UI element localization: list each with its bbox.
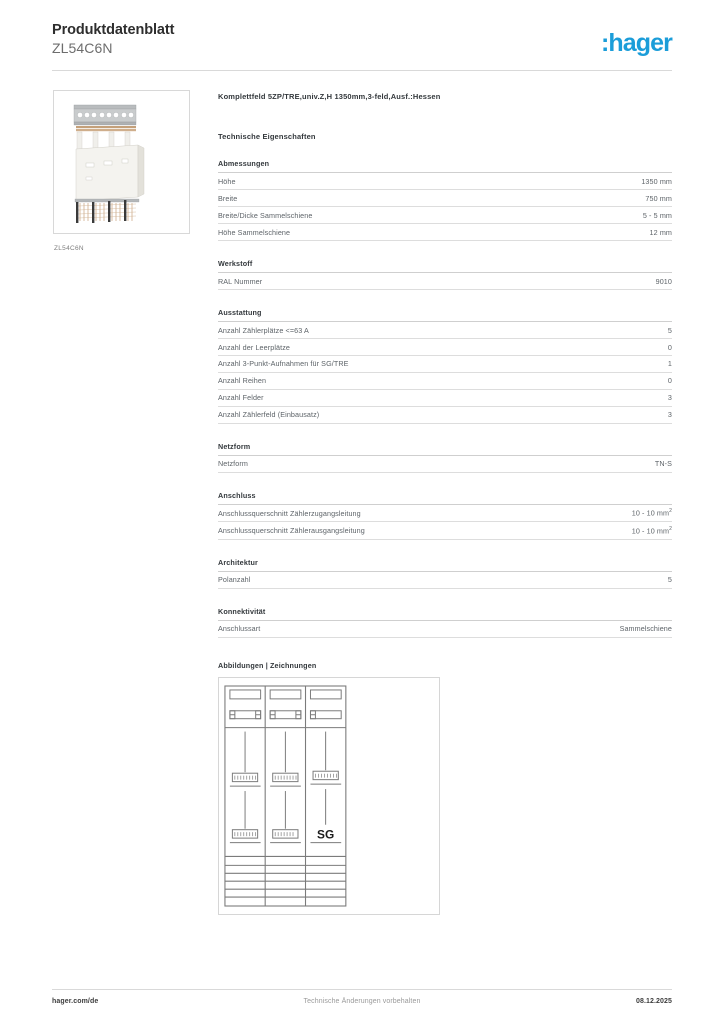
spec-value: 750 mm	[645, 193, 672, 203]
spec-row	[218, 522, 672, 539]
spec-value: 5	[667, 325, 672, 335]
spec-key: Höhe	[218, 176, 236, 186]
spec-value: 0	[667, 342, 672, 352]
spec-key: RAL Nummer	[218, 276, 263, 286]
footer-date: 08.12.2025	[635, 998, 672, 1005]
meter-panel-schematic	[219, 678, 439, 914]
footer-divider	[52, 989, 672, 990]
spec-value: 12 mm	[649, 227, 672, 237]
spec-row	[218, 339, 672, 356]
spec-key: Breite	[218, 193, 238, 203]
spec-section-title: Werkstoff	[218, 259, 672, 273]
spec-value: 3	[667, 393, 672, 403]
spec-section-title: Netzform	[218, 442, 672, 456]
spec-value: 5	[667, 575, 672, 585]
spec-value: 1350 mm	[641, 176, 672, 186]
spec-key: Höhe Sammelschiene	[218, 227, 291, 237]
spec-section	[218, 159, 672, 241]
spec-row	[218, 173, 672, 190]
technical-properties-heading: Technische Eigenschaften	[218, 132, 316, 141]
spec-section-title: Architektur	[218, 558, 672, 572]
spec-key: Anschlussart	[218, 624, 261, 634]
spec-key: Anzahl 3-Punkt-Aufnahmen für SG/TRE	[218, 359, 349, 369]
spec-key: Anschlussquerschnitt Zählerausgangsleitung	[218, 526, 365, 536]
spec-section-title: Ausstattung	[218, 308, 672, 322]
spec-key: Anzahl der Leerplätze	[218, 342, 291, 352]
spec-row	[218, 273, 672, 290]
page-title: Produktdatenblatt	[52, 22, 175, 38]
footer-notice: Technische Änderungen vorbehalten	[303, 998, 421, 1005]
spec-section	[218, 491, 672, 540]
hager-logo: :hager	[600, 29, 672, 57]
spec-value: 10 - 10 $mm^2$	[631, 525, 672, 536]
drawings-heading: Abbildungen | Zeichnungen	[218, 660, 317, 670]
spec-value: 0	[667, 376, 672, 386]
spec-key: Anzahl Felder	[218, 393, 264, 403]
spec-key: Netzform	[218, 459, 248, 469]
spec-value: 3	[667, 410, 672, 420]
spec-key: Anzahl Zählerplätze <=63 A	[218, 325, 309, 335]
spec-section-title: Abmessungen	[218, 159, 672, 173]
spec-key: Anschlussquerschnitt Zählerzugangsleitung	[218, 508, 361, 518]
spec-row	[218, 407, 672, 424]
spec-row	[218, 572, 672, 589]
spec-sections	[218, 159, 672, 638]
spec-key: Anzahl Zählerfeld (Einbausatz)	[218, 410, 320, 420]
page-header	[52, 22, 672, 68]
product-image-frame	[53, 90, 190, 234]
page-footer	[52, 998, 672, 1005]
product-image-caption: ZL54C6N	[54, 245, 84, 252]
spec-value: 10 - 10 $mm^2$	[631, 508, 672, 518]
footer-site-link[interactable]: hager.com/de	[52, 998, 99, 1005]
spec-value: 1	[667, 359, 672, 369]
spec-value-superscript: 2	[669, 525, 672, 532]
product-photo	[66, 99, 154, 227]
spec-section	[218, 308, 672, 424]
spec-row	[218, 373, 672, 390]
technical-drawing-frame	[218, 677, 440, 915]
spec-section-title: Konnektivität	[218, 607, 672, 621]
sg-label: SG	[317, 827, 335, 842]
spec-key: Breite/Dicke Sammelschiene	[218, 210, 313, 220]
spec-value: 9010	[655, 276, 672, 286]
spec-row	[218, 356, 672, 373]
spec-row	[218, 190, 672, 207]
spec-row	[218, 390, 672, 407]
datasheet-content	[218, 92, 672, 915]
spec-value: Sammelschiene	[619, 624, 672, 634]
spec-section	[218, 607, 672, 638]
spec-value-superscript: 2	[669, 508, 672, 515]
spec-section	[218, 442, 672, 473]
product-reference: ZL54C6N	[52, 40, 113, 56]
spec-row	[218, 621, 672, 638]
spec-row	[218, 505, 672, 522]
spec-section-title: Anschluss	[218, 491, 672, 505]
spec-key: Polanzahl	[218, 575, 251, 585]
spec-row	[218, 224, 672, 241]
spec-section	[218, 259, 672, 290]
header-divider	[52, 70, 672, 71]
spec-value: TN-S	[654, 459, 672, 469]
spec-row	[218, 207, 672, 224]
spec-section	[218, 558, 672, 589]
product-long-name: Komplettfeld 5ZP/TRE,univ.Z,H 1350mm,3-feld,Ausf.:Hessen	[218, 92, 441, 101]
spec-value: 5 - 5 mm	[642, 210, 672, 220]
spec-key: Anzahl Reihen	[218, 376, 267, 386]
spec-row	[218, 456, 672, 473]
spec-row	[218, 322, 672, 339]
